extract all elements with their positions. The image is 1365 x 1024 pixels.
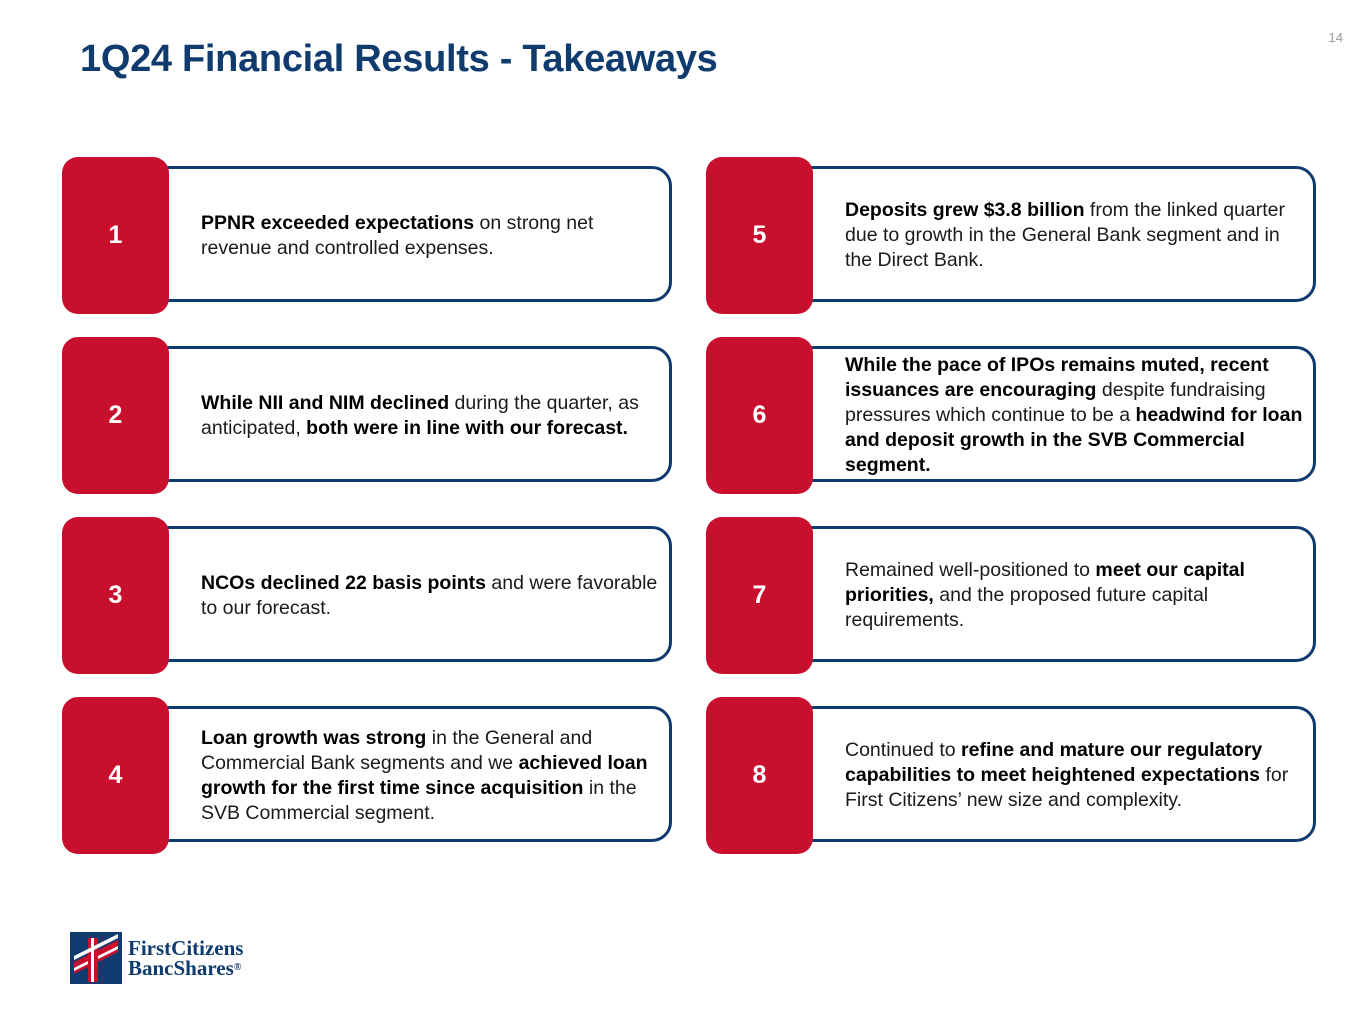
logo-line1: FirstCitizens bbox=[128, 936, 244, 960]
logo-wordmark bbox=[128, 938, 243, 978]
takeaway-5 bbox=[706, 157, 1318, 314]
emphasis-text: both were in line with our forecast. bbox=[306, 416, 628, 439]
body-text: in the General and Commercial Bank segments and we bbox=[201, 726, 593, 774]
takeaway-text bbox=[201, 346, 666, 485]
takeaway-number-badge: 5 bbox=[706, 157, 813, 314]
emphasis-text: While the pace of IPOs remains muted, recent issuances are encouraging bbox=[845, 354, 1269, 401]
emphasis-text: While NII and NIM declined bbox=[201, 391, 450, 414]
takeaway-1 bbox=[62, 157, 674, 314]
body-text: Remained well-positioned to bbox=[845, 559, 1096, 581]
body-text: on strong net revenue and controlled expenses. bbox=[201, 211, 594, 259]
takeaway-8 bbox=[706, 697, 1318, 854]
takeaway-4 bbox=[62, 697, 674, 854]
takeaway-number-badge: 7 bbox=[706, 517, 813, 674]
body-text: and were favorable to our forecast. bbox=[201, 571, 658, 619]
body-text: despite fundraising pressures which continue to be a bbox=[845, 379, 1266, 426]
takeaway-text bbox=[845, 706, 1310, 845]
takeaway-text bbox=[845, 346, 1310, 485]
takeaway-number-badge: 3 bbox=[62, 517, 169, 674]
takeaway-text bbox=[201, 526, 666, 665]
emphasis-text: achieved loan growth for the first time since acquisition bbox=[201, 751, 648, 799]
takeaway-text bbox=[201, 166, 666, 305]
logo-registered-mark: ® bbox=[233, 962, 242, 973]
takeaway-3 bbox=[62, 517, 674, 674]
takeaway-text bbox=[201, 706, 666, 845]
logo-line2: BancShares® bbox=[128, 956, 242, 980]
emphasis-text: headwind for loan and deposit growth in the SVB Commercial segment. bbox=[845, 404, 1303, 476]
takeaway-text bbox=[845, 526, 1310, 665]
emphasis-text: Deposits grew $3.8 billion bbox=[845, 199, 1085, 221]
takeaway-text bbox=[845, 166, 1310, 305]
takeaway-number-badge: 6 bbox=[706, 337, 813, 494]
takeaway-2 bbox=[62, 337, 674, 494]
body-text: for First Citizens’ new size and complexity. bbox=[845, 764, 1289, 811]
body-text: during the quarter, as anticipated, bbox=[201, 391, 639, 439]
emphasis-text: NCOs declined 22 basis points bbox=[201, 571, 486, 594]
takeaway-number-badge: 1 bbox=[62, 157, 169, 314]
takeaway-6 bbox=[706, 337, 1318, 494]
page-title: 1Q24 Financial Results - Takeaways bbox=[80, 38, 718, 80]
page-number: 14 bbox=[1328, 30, 1343, 45]
body-text: from the linked quarter due to growth in the General Bank segment and in the Direct Bank. bbox=[845, 199, 1285, 271]
emphasis-text: meet our capital priorities, bbox=[845, 559, 1245, 606]
company-logo bbox=[70, 932, 243, 984]
emphasis-text: Loan growth was strong bbox=[201, 726, 427, 749]
takeaway-7 bbox=[706, 517, 1318, 674]
takeaway-number-badge: 2 bbox=[62, 337, 169, 494]
takeaway-number-badge: 8 bbox=[706, 697, 813, 854]
body-text: and the proposed future capital requirements. bbox=[845, 584, 1209, 631]
body-text: in the SVB Commercial segment. bbox=[201, 776, 637, 824]
emphasis-text: PPNR exceeded expectations bbox=[201, 211, 475, 234]
body-text: Continued to bbox=[845, 739, 962, 761]
takeaway-number-badge: 4 bbox=[62, 697, 169, 854]
takeaways-grid bbox=[62, 157, 1318, 854]
emphasis-text: refine and mature our regulatory capabilities to meet heightened expectations bbox=[845, 739, 1263, 786]
flag-logo-icon bbox=[70, 932, 122, 984]
